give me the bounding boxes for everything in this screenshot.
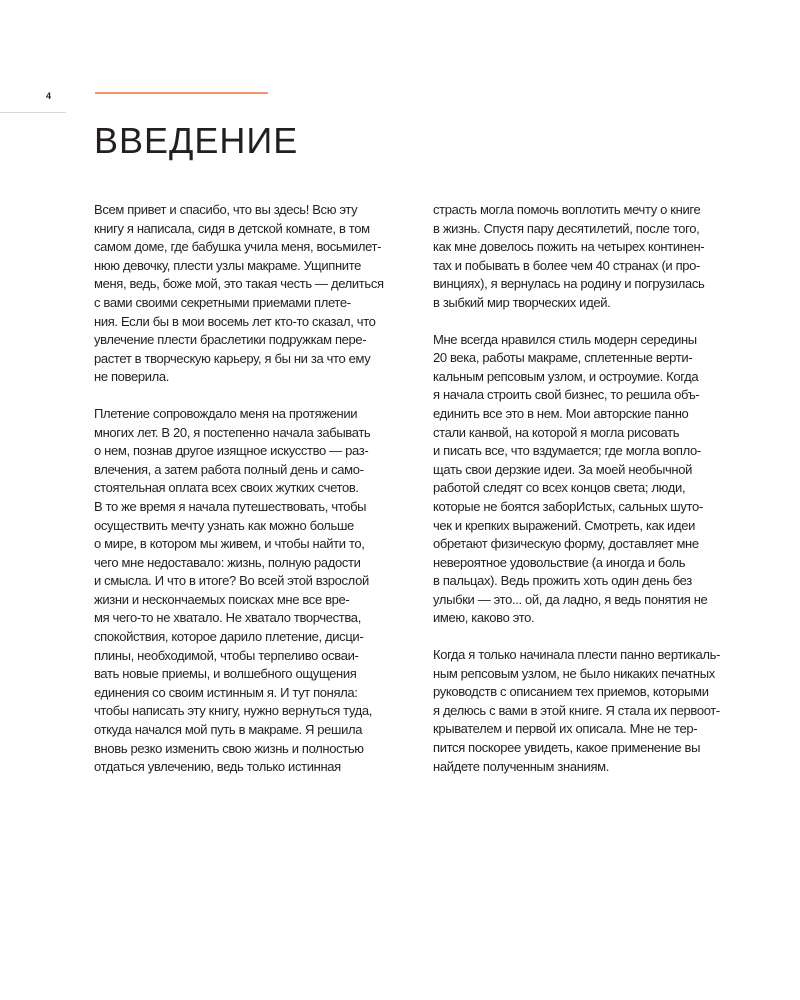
text-line: щать свои дерзкие идеи. За моей необычной (433, 461, 693, 477)
text-line: Мне всегда нравился стиль модерн середины (433, 331, 697, 347)
text-line: и смысла. И что в итоге? Во всей этой взрослой (94, 573, 369, 589)
text-line: в зыбкий мир творческих идей. (433, 294, 611, 310)
text-line: вать новые приемы, и волшебного ощущения (94, 666, 357, 682)
text-line: влечения, а затем работа полный день и само- (94, 461, 364, 477)
text-line: о нем, познав другое изящное искусство — раз- (94, 443, 369, 459)
text-line: В то же время я начала путешествовать, чтобы (94, 498, 367, 514)
text-line: многих лет. В 20, я постепенно начала забывать (94, 424, 371, 440)
text-line: нюю девочку, плести узлы макраме. Ущипните (94, 257, 362, 273)
text-line: отдаться увлечению, ведь только истинная (94, 759, 341, 775)
text-line: страсть могла помочь воплотить мечту о книге (433, 202, 701, 217)
text-line: чек и крепких выражений. Смотреть, как идеи (433, 517, 695, 533)
text-line: как мне довелось пожить на четырех континен- (433, 239, 705, 255)
text-column-left (94, 201, 414, 795)
paragraph (94, 405, 414, 777)
accent-rule (95, 92, 268, 94)
text-line: работой следят со всех концов света; люди, (433, 480, 686, 496)
text-line: осуществить мечту узнать как можно больше (94, 517, 354, 533)
text-line: невероятное удовольствие (а иногда и боль (433, 554, 686, 570)
paragraph (433, 331, 753, 629)
text-line: в жизнь. Спустя пару десятилетий, после того, (433, 220, 700, 236)
text-line: 20 века, работы макраме, сплетенные верти- (433, 350, 693, 366)
text-line: ния. Если бы в мои восемь лет кто-то сказал, что (94, 313, 376, 329)
page-number-rule (0, 112, 66, 113)
text-line: ным репсовым узлом, не было никаких печатных (433, 665, 715, 681)
text-line: чтобы написать эту книгу, нужно вернуться туда, (94, 703, 373, 719)
text-line: винциях), я вернулась на родину и погрузилась (433, 276, 705, 292)
text-line: увлечение плести браслетики подружкам пере- (94, 332, 367, 348)
paragraph (433, 646, 753, 776)
text-line: я делюсь с вами в этой книге. Я стала их первоот- (433, 702, 720, 718)
text-line: не поверила. (94, 369, 169, 385)
text-line: обретают физическую форму, доставляет мне (433, 536, 699, 552)
text-line: стоятельная оплата всех своих жутких счетов. (94, 480, 359, 496)
text-line: самом доме, где бабушка учила меня, восьмилет- (94, 239, 382, 255)
text-line: единить все это в нем. Мои авторские панно (433, 405, 689, 421)
text-column-right (433, 201, 753, 794)
text-line: чего мне недоставало: жизнь, полную радости (94, 554, 361, 570)
text-line: меня, ведь, боже мой, это такая честь — делиться (94, 276, 384, 292)
text-line: я начала строить свой бизнес, то решила объ- (433, 387, 700, 403)
text-line: Плетение сопровождало меня на протяжении (94, 405, 358, 421)
text-line: с вами своими секретными приемами плете- (94, 294, 351, 310)
text-line: Когда я только начинала плести панно вертикаль- (433, 647, 721, 663)
text-line: растет в творческую карьеру, я бы ни за что ему (94, 350, 371, 366)
text-line: мя чего-то не хватало. Не хватало творчества, (94, 610, 361, 626)
page-number: 4 (46, 91, 52, 101)
text-line: тах и побывать в более чем 40 странах (и про- (433, 257, 701, 273)
text-line: имею, каково это. (433, 610, 535, 626)
text-line: жизни и нескончаемых поисках мне все вре- (94, 591, 350, 607)
text-line: о мире, в котором мы живем, и чтобы найти то, (94, 536, 365, 552)
paragraph (433, 201, 753, 313)
paragraph (94, 201, 414, 387)
text-line: откуда начался мой путь в макраме. Я решила (94, 722, 363, 738)
text-line: вновь резко изменить свою жизнь и полностью (94, 740, 364, 756)
text-line: найдете полученным знаниям. (433, 758, 609, 774)
text-line: руководств с описанием тех приемов, которыми (433, 684, 709, 700)
text-line: Всем привет и спасибо, что вы здесь! Всю эту (94, 202, 358, 217)
text-line: спокойствия, которое дарило плетение, дисци- (94, 629, 364, 645)
text-line: книгу я написала, сидя в детской комнате, в том (94, 220, 370, 236)
text-line: крывателем и первой их описала. Мне не тер- (433, 721, 698, 737)
text-line: и писать все, что вздумается; где могла вопло- (433, 443, 701, 459)
text-line: единения со своим истинным я. И тут поняла: (94, 684, 358, 700)
text-line: в пальцах). Ведь прожить хоть один день без (433, 573, 692, 589)
text-line: плины, необходимой, чтобы терпеливо осваи- (94, 647, 359, 663)
chapter-title: ВВЕДЕНИЕ (94, 120, 299, 161)
text-line: стали канвой, на которой я могла рисовать (433, 424, 680, 440)
text-line: пится поскорее увидеть, какое применение вы (433, 740, 701, 756)
text-line: которые не боятся заборИстых, сальных шуто- (433, 498, 703, 514)
text-line: кальным репсовым узлом, и остроумие. Когда (433, 368, 699, 384)
text-line: улыбки — это... ой, да ладно, я ведь понятия не (433, 591, 708, 607)
